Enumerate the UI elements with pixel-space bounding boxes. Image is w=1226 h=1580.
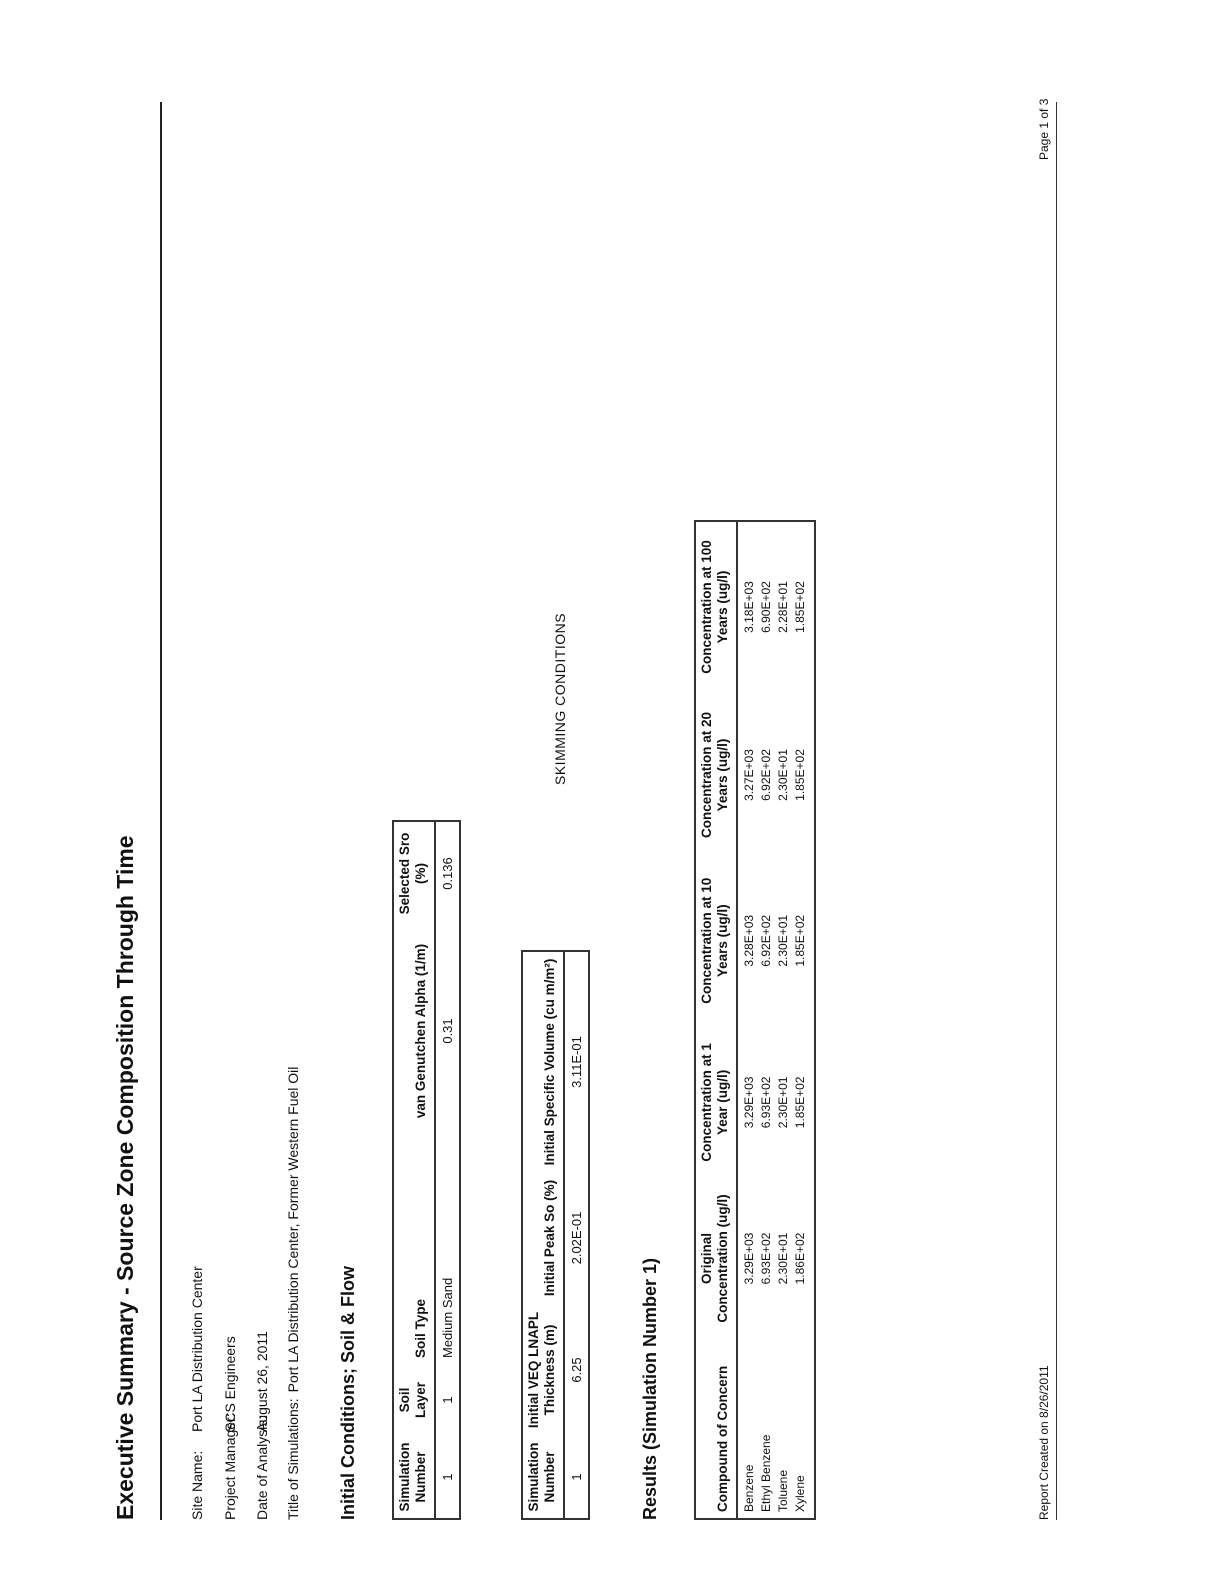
cell: 3.29E+03 [742,1232,757,1285]
cell: 1.86E+02 [793,1232,808,1285]
footer-page-number: Page 1 of 3 [1037,98,1051,160]
col-initial-specific-volume: Initial Specific Volume (cu m/m²) [522,951,564,1172]
date-of-analysis-label: Date of Analysis: [254,1415,270,1520]
report-page [112,98,1112,1520]
col-simulation-number: Simulation Number [393,1436,435,1519]
table-row [792,521,815,1519]
table-row [758,521,775,1519]
footer-rule [1056,102,1057,1520]
cell: 6.25 [569,1357,585,1383]
cell: 0.136 [440,857,456,890]
cell: 2.30E+01 [776,749,791,801]
date-of-analysis-row [254,1331,270,1520]
col-lnapl-thickness: Initial VEQ LNAPL Thickness (m) [522,1304,564,1436]
header-rule [160,102,162,1520]
project-manager-value: SCS Engineers [222,1336,238,1432]
col-concentration-10-years: Concentration at 10 Years (ug/l) [695,858,737,1024]
table-row [435,821,460,1519]
conditions-note: SKIMMING CONDITIONS [552,612,568,785]
project-manager-label: Project Manager: [222,1413,238,1520]
soil-flow-table [392,820,461,1520]
cell: 2.30E+01 [776,1232,791,1285]
site-name-value: Port LA Distribution Center [189,1266,205,1432]
cell: 1.85E+02 [793,581,808,633]
cell: 1.85E+02 [793,749,808,801]
cell: 1 [569,1473,585,1481]
cell: 3.11E-01 [569,1036,585,1088]
col-concentration-20-years: Concentration at 20 Years (ug/l) [695,692,737,858]
date-of-analysis-value: August 26, 2011 [254,1331,270,1432]
table-row [775,521,792,1519]
cell: 6.93E+02 [759,1076,774,1129]
cell: 6.90E+02 [759,581,774,633]
col-van-genutchen-alpha: van Genutchen Alpha (1/m) [393,925,435,1137]
col-simulation-number: Simulation Number [522,1436,564,1519]
col-soil-type: Soil Type [393,1137,435,1364]
cell: 2.30E+01 [776,1076,791,1129]
cell: Xylene [793,1475,808,1512]
cell: 2.02E-01 [569,1211,585,1265]
col-initial-peak-so: Initial Peak So (%) [522,1172,564,1304]
col-selected-sro: Selected Sro (%) [393,821,435,925]
col-soil-layer: Soil Layer [393,1364,435,1436]
cell: 2.30E+01 [776,914,791,967]
cell: Medium Sand [440,1277,456,1358]
table-row [737,521,758,1519]
cell: 6.93E+02 [759,1232,774,1285]
page-title: Executive Summary - Source Zone Composition Through Time [112,835,138,1520]
cell: 1 [440,1473,456,1481]
cell: Benzene [742,1464,757,1512]
cell: 1.85E+02 [793,914,808,967]
cell: 6.92E+02 [759,749,774,801]
cell: 3.27E+03 [742,749,757,801]
simulation-title-value: Port LA Distribution Center, Former Western Fuel Oil [285,1066,301,1393]
simulation-title-label: Title of Simulations: [285,1398,301,1520]
cell: 0.31 [440,1018,456,1044]
lnapl-table [521,950,590,1520]
cell: 6.92E+02 [759,914,774,967]
cell: 2.28E+01 [776,581,791,633]
col-original-concentration: Original Concentration (ug/l) [695,1181,737,1336]
cell: 1.85E+02 [793,1076,808,1129]
table-row [564,951,589,1519]
results-table [694,520,816,1520]
cell: 3.29E+03 [742,1076,757,1129]
footer-created-date: Report Created on 8/26/2011 [1037,1365,1051,1520]
col-compound: Compound of Concern [695,1336,737,1519]
site-name-label: Site Name: [189,1450,205,1520]
site-name-row [189,1266,205,1520]
project-manager-row [222,1336,238,1520]
simulation-title-row [285,1067,301,1520]
results-heading: Results (Simulation Number 1) [640,1257,660,1520]
cell: 3.28E+03 [742,914,757,967]
cell: 1 [440,1396,456,1404]
col-concentration-100-years: Concentration at 100 Years (ug/l) [695,521,737,692]
cell: Toluene [776,1469,791,1512]
col-concentration-1-year: Concentration at 1 Year (ug/l) [695,1024,737,1181]
cell: Ethyl Benzene [759,1434,774,1512]
cell: 3.18E+03 [742,581,757,633]
initial-conditions-heading: Initial Conditions; Soil & Flow [338,1266,358,1520]
